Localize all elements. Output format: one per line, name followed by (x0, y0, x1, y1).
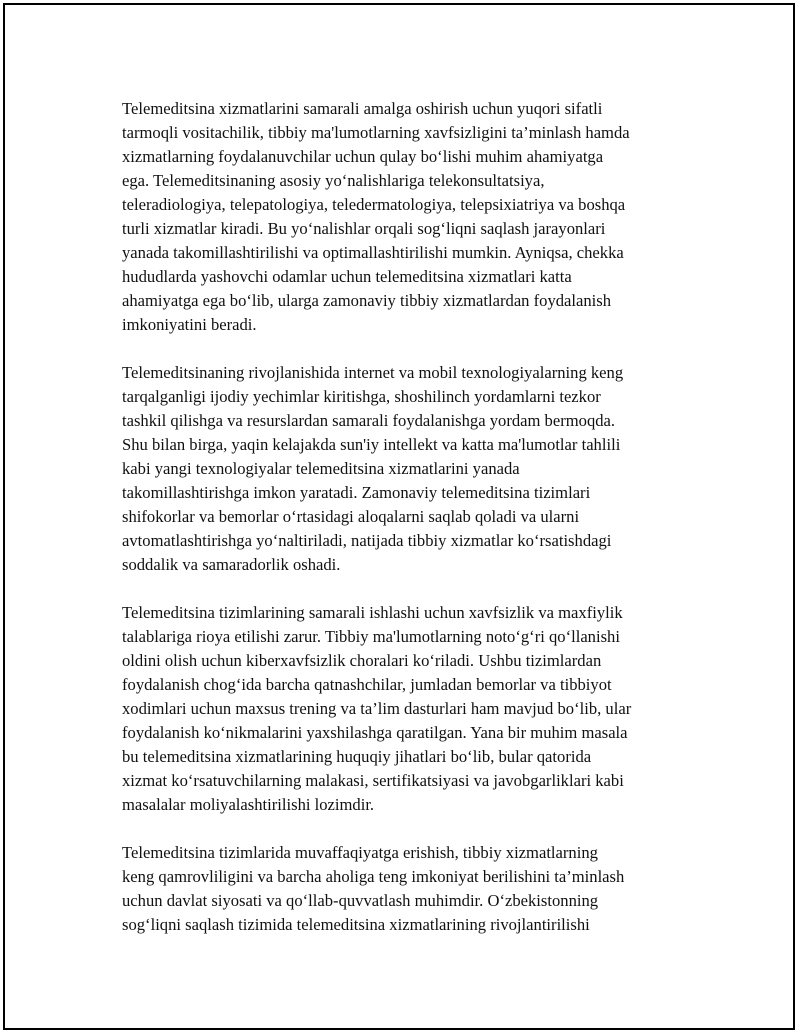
text-line: oldini olish uchun kiberxavfsizlik choralari ko‘riladi. Ushbu tizimlardan (122, 651, 602, 670)
text-line: sog‘liqni saqlash tizimida telemeditsina xizmatlarining rivojlantirilishi (122, 915, 590, 934)
paragraph-3 (122, 601, 682, 817)
text-line: tarmoqli vositachilik, tibbiy ma'lumotlarning xavfsizligini ta’minlash hamda (122, 123, 630, 142)
text-line: bu telemeditsina xizmatlarining huquqiy jihatlari bo‘lib, bular qatorida (122, 747, 592, 766)
text-line: masalalar moliyalashtirilishi lozimdir. (122, 795, 375, 814)
text-line: foydalanish chog‘ida barcha qatnashchilar, jumladan bemorlar va tibbiyot (122, 675, 612, 694)
text-line: tashkil qilishga va resurslardan samarali foydalanishga yordam bermoqda. (122, 411, 616, 430)
text-line: xizmatlarning foydalanuvchilar uchun qulay bo‘lishi muhim ahamiyatga (122, 147, 604, 166)
text-line: Telemeditsina tizimlarida muvaffaqiyatga erishish, tibbiy xizmatlarning (122, 843, 598, 862)
text-line: soddalik va samaradorlik oshadi. (122, 555, 341, 574)
text-line: Telemeditsina xizmatlarini samarali amalga oshirish uchun yuqori sifatli (122, 99, 603, 118)
text-line: kabi yangi texnologiyalar telemeditsina xizmatlarini yanada (122, 459, 520, 478)
text-line: yanada takomillashtirilishi va optimallashtirilishi mumkin. Ayniqsa, chekka (122, 243, 624, 262)
text-line: shifokorlar va bemorlar o‘rtasidagi aloqalarni saqlab qoladi va ularni (122, 507, 580, 526)
text-line: xodimlari uchun maxsus trening va ta’lim dasturlari ham mavjud bo‘lib, ular (122, 699, 632, 718)
text-line: imkoniyatini beradi. (122, 315, 257, 334)
text-line: teleradiologiya, telepatologiya, teledermatologiya, telepsixiatriya va boshqa (122, 195, 626, 214)
text-line: uchun davlat siyosati va qo‘llab-quvvatlash muhimdir. O‘zbekistonning (122, 891, 599, 910)
text-line: Telemeditsina tizimlarining samarali ishlashi uchun xavfsizlik va maxfiylik (122, 603, 623, 622)
text-line: takomillashtirishga imkon yaratadi. Zamonaviy telemeditsina tizimlari (122, 483, 591, 502)
text-line: turli xizmatlar kiradi. Bu yo‘nalishlar orqali sog‘liqni saqlash jarayonlari (122, 219, 606, 238)
page-frame (3, 3, 795, 1030)
text-line: talablariga rioya etilishi zarur. Tibbiy ma'lumotlarning noto‘g‘ri qo‘llanishi (122, 627, 620, 646)
text-line: Telemeditsinaning rivojlanishida internet va mobil texnologiyalarning keng (122, 363, 624, 382)
text-line: hududlarda yashovchi odamlar uchun telemeditsina xizmatlari katta (122, 267, 572, 286)
text-line: foydalanish ko‘nikmalarini yaxshilashga qaratilgan. Yana bir muhim masala (122, 723, 628, 742)
text-line: ahamiyatga ega bo‘lib, ularga zamonaviy tibbiy xizmatlardan foydalanish (122, 291, 612, 310)
text-line: xizmat ko‘rsatuvchilarning malakasi, sertifikatsiyasi va javobgarliklari kabi (122, 771, 624, 790)
text-line: avtomatlashtirishga yo‘naltiriladi, natijada tibbiy xizmatlar ko‘rsatishdagi (122, 531, 612, 550)
paragraph-2 (122, 361, 682, 577)
text-line: tarqalganligi ijodiy yechimlar kiritishga, shoshilinch yordamlarni tezkor (122, 387, 601, 406)
text-line: keng qamrovliligini va barcha aholiga teng imkoniyat berilishini ta’minlash (122, 867, 625, 886)
paragraph-1 (122, 97, 682, 337)
document-body (122, 97, 682, 961)
paragraph-4 (122, 841, 682, 937)
text-line: ega. Telemeditsinaning asosiy yo‘nalishlariga telekonsultatsiya, (122, 171, 545, 190)
text-line: Shu bilan birga, yaqin kelajakda sun'iy intellekt va katta ma'lumotlar tahlili (122, 435, 621, 454)
